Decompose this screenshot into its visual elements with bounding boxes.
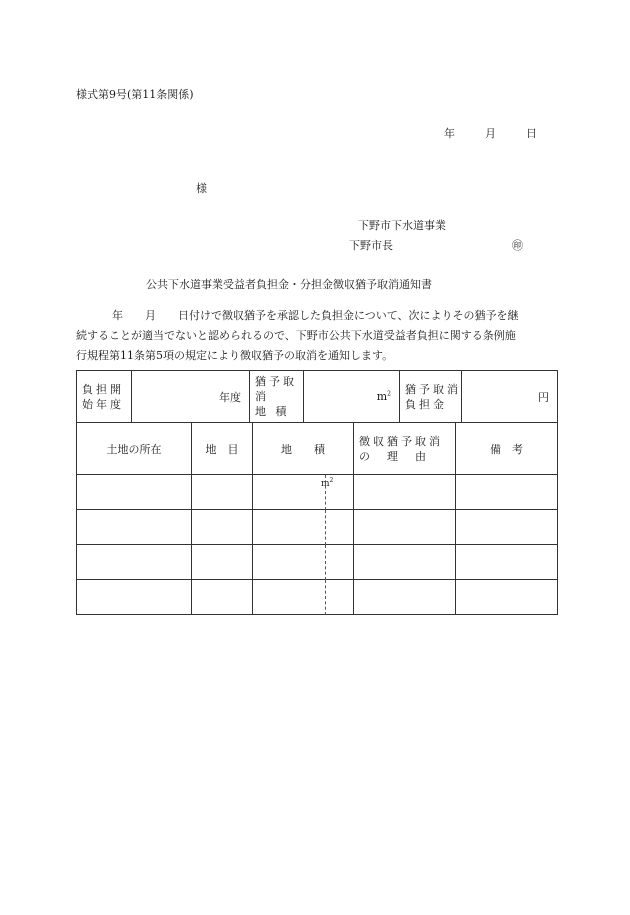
decimal-divider — [325, 475, 326, 510]
addressee-suffix: 様 — [196, 182, 207, 195]
location-cell[interactable] — [77, 475, 192, 510]
land-category-cell[interactable] — [192, 510, 253, 545]
body-year: 年 — [112, 309, 123, 322]
summary-table — [76, 370, 558, 423]
table-row — [77, 475, 558, 510]
header-location: 土地の所在 — [77, 423, 192, 475]
start-year-label: 負担開 始年度 — [77, 371, 132, 423]
body-line3: 行規程第11条第5項の規定により徴収猶予の取消を通知します。 — [76, 349, 394, 362]
header-land-category: 地 目 — [192, 423, 253, 475]
issuer-organization: 下野市下水道事業 — [358, 219, 446, 232]
date-day: 日 — [526, 127, 537, 140]
remarks-cell[interactable] — [456, 545, 558, 580]
amount-field[interactable]: 円 — [462, 371, 558, 423]
location-cell[interactable] — [77, 545, 192, 580]
reason-cell[interactable] — [354, 580, 456, 615]
decimal-divider — [325, 545, 326, 580]
remarks-cell[interactable] — [456, 580, 558, 615]
document-title: 公共下水道事業受益者負担金・分担金徴収猶予取消通知書 — [146, 278, 432, 291]
form-number: 様式第9号(第11条関係) — [76, 88, 194, 101]
amount-label: 猶予取消 負担金 — [400, 371, 462, 423]
header-reason: 徴収猶予取消 の 理 由 — [354, 423, 456, 475]
date-year: 年 — [444, 127, 455, 140]
date-line — [444, 125, 537, 141]
area-cell[interactable] — [253, 510, 354, 545]
land-category-cell[interactable] — [192, 580, 253, 615]
location-cell[interactable] — [77, 510, 192, 545]
table-row — [77, 580, 558, 615]
area-cell[interactable] — [253, 580, 354, 615]
area-cell[interactable] — [253, 475, 354, 510]
decimal-divider — [325, 510, 326, 545]
land-category-cell[interactable] — [192, 475, 253, 510]
remarks-cell[interactable] — [456, 475, 558, 510]
header-area: 地 積 — [253, 423, 354, 475]
table-row — [77, 545, 558, 580]
header-remarks: 備 考 — [456, 423, 558, 475]
reason-cell[interactable] — [354, 545, 456, 580]
area-unit: $m^2$ — [321, 477, 334, 489]
body-month: 月 — [145, 309, 156, 322]
land-category-cell[interactable] — [192, 545, 253, 580]
reason-cell[interactable] — [354, 510, 456, 545]
detail-table — [76, 422, 558, 615]
seal-mark: ㊞ — [512, 239, 523, 252]
body-line2: 続することが適当でないと認められるので、下野市公共下水道受益者負担に関する条例施 — [76, 329, 516, 342]
date-month: 月 — [485, 127, 496, 140]
table-row — [77, 510, 558, 545]
decimal-divider — [325, 580, 326, 615]
area-cell[interactable] — [253, 545, 354, 580]
body-text — [76, 306, 556, 366]
body-line1: 日付けで徴収猶予を承認した負担金について、次によりその猶予を継 — [178, 309, 519, 322]
issuer-title: 下野市長 — [349, 239, 393, 252]
area-label: 猶予取消 地 積 — [250, 371, 304, 423]
location-cell[interactable] — [77, 580, 192, 615]
area-field[interactable]: $m^2$ — [304, 371, 400, 423]
start-year-field[interactable]: 年度 — [132, 371, 250, 423]
remarks-cell[interactable] — [456, 510, 558, 545]
reason-cell[interactable] — [354, 475, 456, 510]
